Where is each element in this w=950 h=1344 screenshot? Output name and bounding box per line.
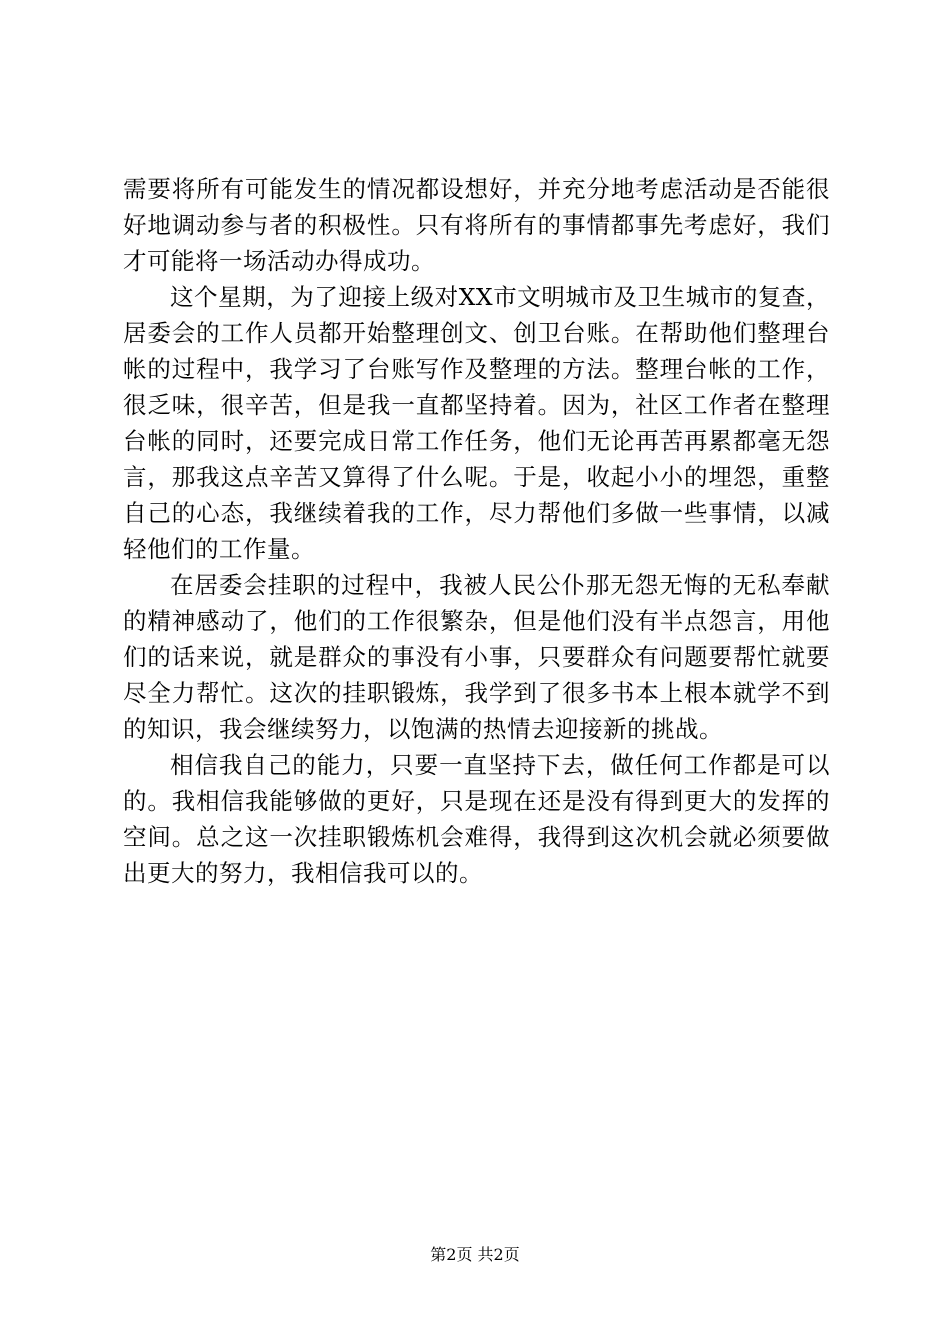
paragraph-conclusion: 相信我自己的能力，只要一直坚持下去，做任何工作都是可以的。我相信我能够做的更好，只是现在还是没有得到更大的发挥的空间。总之这一次挂职锻炼机会难得，我得到这次机会就必须要做出更大的努力，我相信我可以的。 [123, 751, 830, 887]
document-body [123, 171, 830, 891]
page-footer: 第2页 共2页 [430, 1245, 520, 1264]
paragraph-continued: 需要将所有可能发生的情况都设想好，并充分地考虑活动是否能很好地调动参与者的积极性。只有将所有的事情都事先考虑好，我们才可能将一场活动办得成功。 [123, 175, 830, 275]
paragraph-dedication: 在居委会挂职的过程中，我被人民公仆那无怨无悔的无私奉献的精神感动了，他们的工作很繁杂，但是他们没有半点怨言，用他们的话来说，就是群众的事没有小事，只要群众有问题要帮忙就要尽全力帮忙。这次的挂职锻炼，我学到了很多书本上根本就学不到的知识，我会继续努力，以饱满的热情去迎接新的挑战。 [123, 571, 830, 743]
paragraph-review-preparation: 这个星期，为了迎接上级对XX市文明城市及卫生城市的复查，居委会的工作人员都开始整理创文、创卫台账。在帮助他们整理台帐的过程中，我学习了台账写作及整理的方法。整理台帐的工作，很乏味，很辛苦，但是我一直都坚持着。因为，社区工作者在整理台帐的同时，还要完成日常工作任务，他们无论再苦再累都毫无怨言，那我这点辛苦又算得了什么呢。于是，收起小小的埋怨，重整自己的心态，我继续着我的工作，尽力帮他们多做一些事情，以减轻他们的工作量。 [123, 283, 830, 563]
